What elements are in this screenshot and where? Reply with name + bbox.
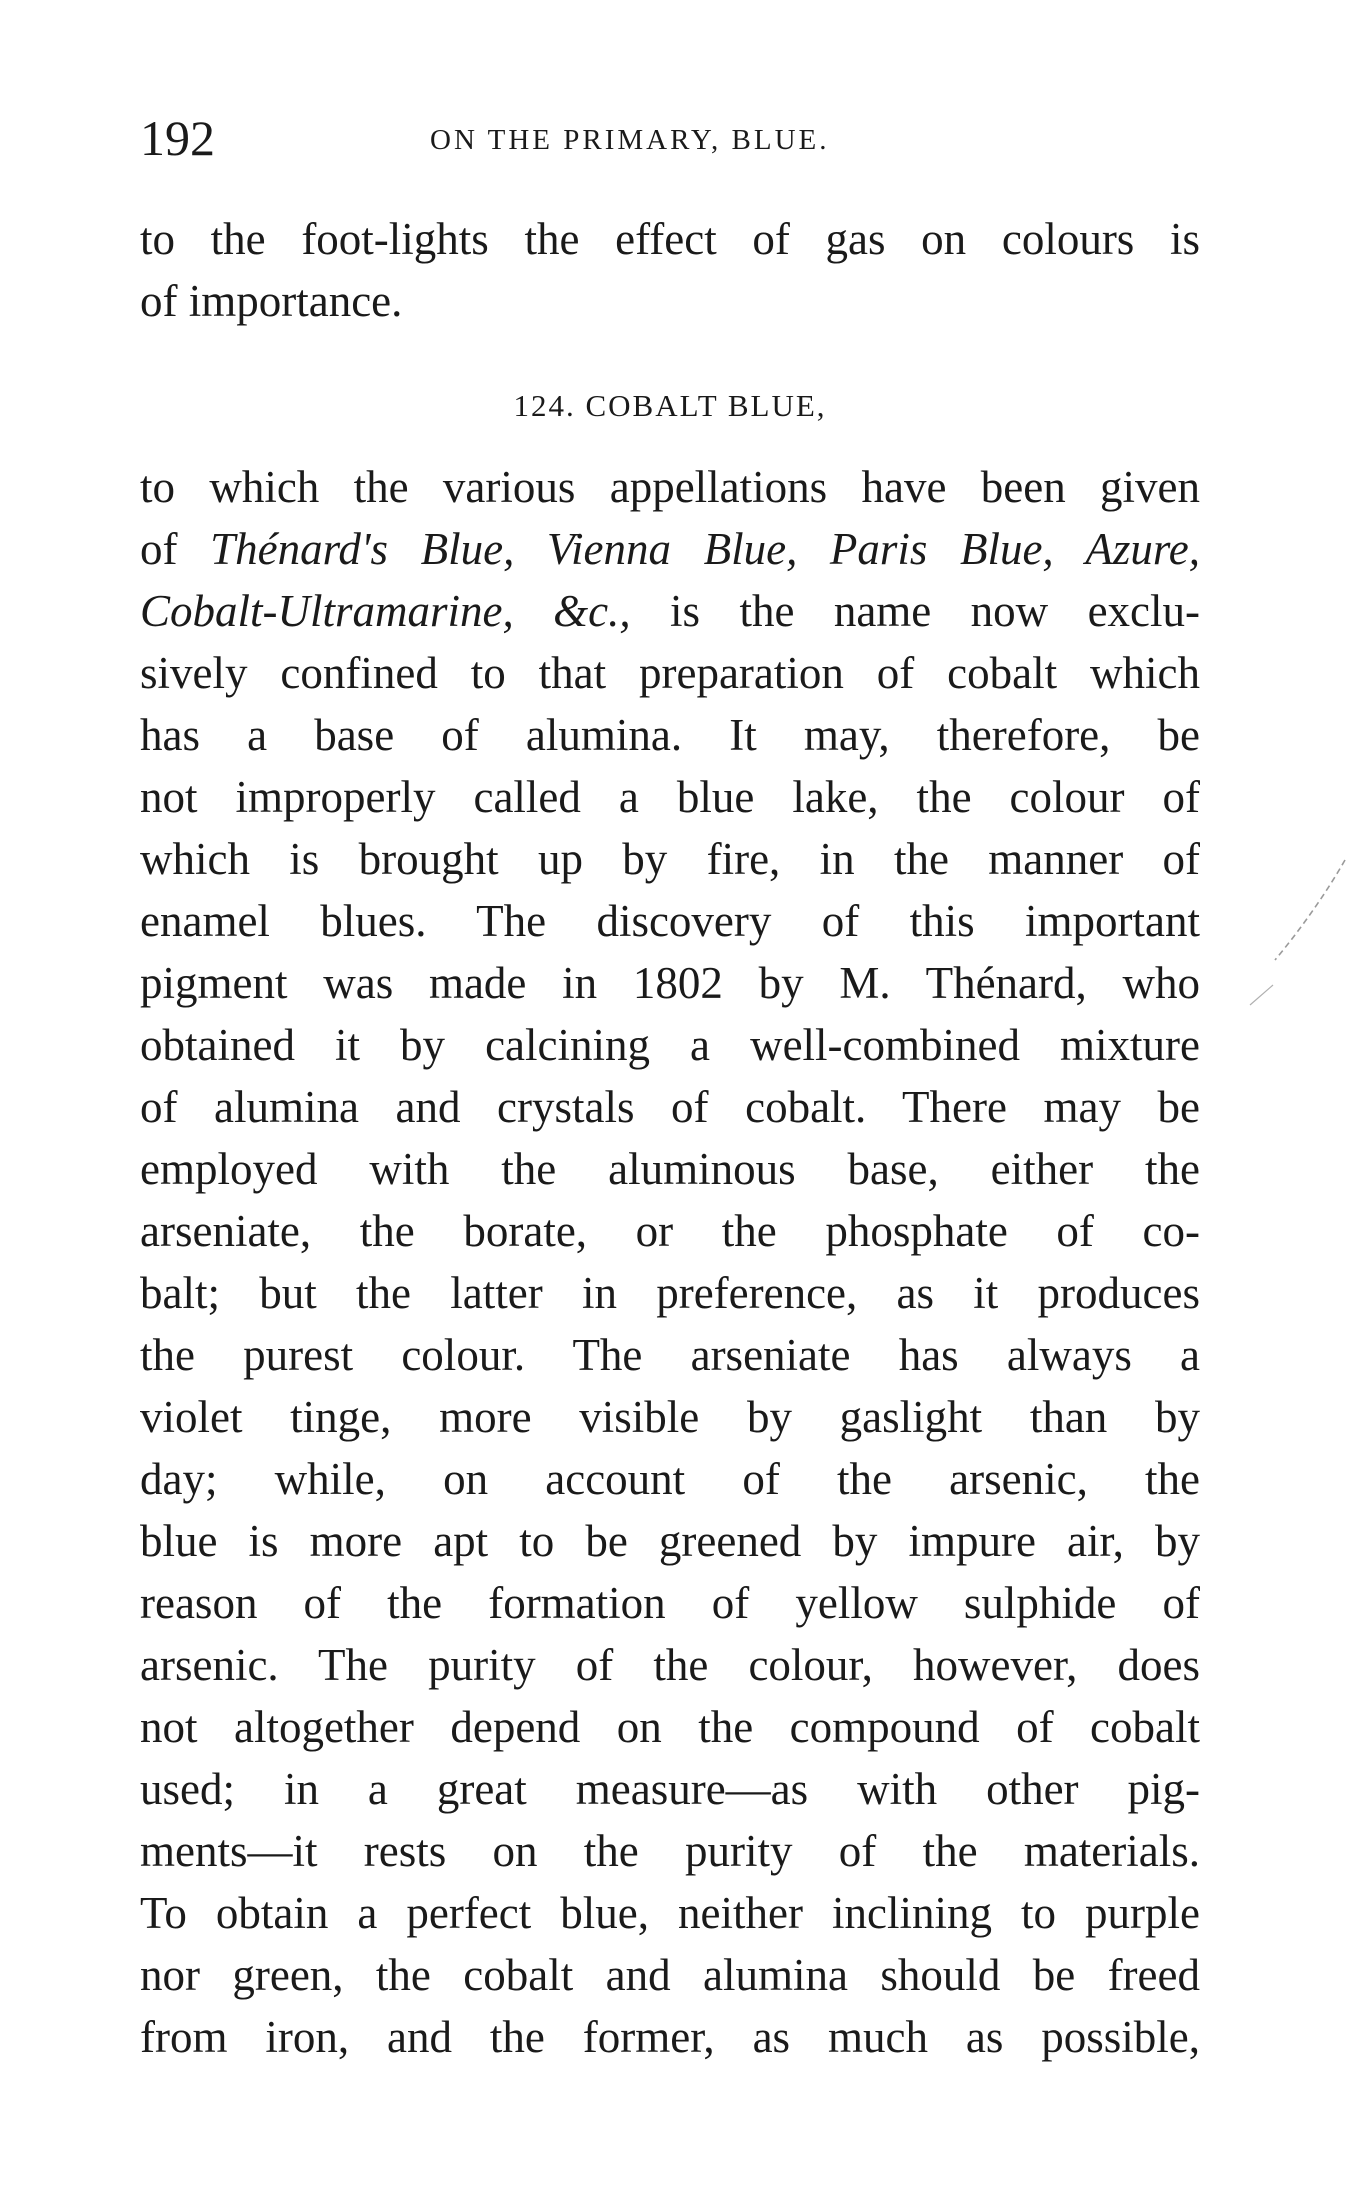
- text-line: not improperly called a blue lake, the colour of: [140, 772, 1200, 822]
- text-line: To obtain a perfect blue, neither inclining to purple: [140, 1888, 1200, 1938]
- text-line: ments—it rests on the purity of the materials.: [140, 1826, 1200, 1876]
- text-line: violet tinge, more visible by gaslight than by: [140, 1392, 1200, 1442]
- text-line: arseniate, the borate, or the phosphate of co-: [140, 1206, 1200, 1256]
- pencil-margin-mark: [1245, 855, 1355, 1015]
- text-line: employed with the aluminous base, either the: [140, 1144, 1200, 1194]
- text-line: to which the various appellations have been given: [140, 462, 1200, 512]
- page-number: 192: [140, 110, 215, 166]
- text-line: used; in a great measure—as with other pig-: [140, 1764, 1200, 1814]
- text-line: from iron, and the former, as much as possible,: [140, 2012, 1200, 2062]
- italic-pigment-names: Cobalt-Ultramarine, &c.,: [140, 586, 631, 636]
- text-line: not altogether depend on the compound of cobalt: [140, 1702, 1200, 1752]
- section-heading: 124. COBALT BLUE,: [513, 388, 827, 423]
- text-line: enamel blues. The discovery of this important: [140, 896, 1200, 946]
- running-head: ON THE PRIMARY, BLUE.: [430, 124, 830, 156]
- text-line: sively confined to that preparation of cobalt which: [140, 648, 1200, 698]
- text-line: which is brought up by fire, in the manner of: [140, 834, 1200, 884]
- page-header: [140, 108, 1200, 168]
- text-line: the purest colour. The arseniate has always a: [140, 1330, 1200, 1380]
- text-line: reason of the formation of yellow sulphide of: [140, 1578, 1200, 1628]
- text-line: has a base of alumina. It may, therefore, be: [140, 710, 1200, 760]
- italic-pigment-names: Thénard's Blue, Vienna Blue, Paris Blue, Azure,: [210, 524, 1201, 574]
- text-line: [140, 580, 1200, 642]
- text-line: pigment was made in 1802 by M. Thénard, who: [140, 958, 1200, 1008]
- text-line: nor green, the cobalt and alumina should be freed: [140, 1950, 1200, 2000]
- text-line: obtained it by calcining a well-combined mixture: [140, 1020, 1200, 1070]
- paragraph-continued: [140, 208, 1200, 332]
- text-line: of importance.: [140, 276, 403, 326]
- text-line: [140, 518, 1200, 580]
- text-fragment: is the name now exclu-: [670, 586, 1201, 636]
- text-line: arsenic. The purity of the colour, however, does: [140, 1640, 1200, 1690]
- text-line: day; while, on account of the arsenic, the: [140, 1454, 1200, 1504]
- text-fragment: of: [140, 524, 178, 574]
- text-line: to the foot-lights the effect of gas on colours is: [140, 214, 1200, 264]
- paragraph-cobalt-blue: [140, 456, 1200, 2068]
- text-line: balt; but the latter in preference, as it produces: [140, 1268, 1200, 1318]
- text-line: of alumina and crystals of cobalt. There may be: [140, 1082, 1200, 1132]
- text-line: blue is more apt to be greened by impure air, by: [140, 1516, 1200, 1566]
